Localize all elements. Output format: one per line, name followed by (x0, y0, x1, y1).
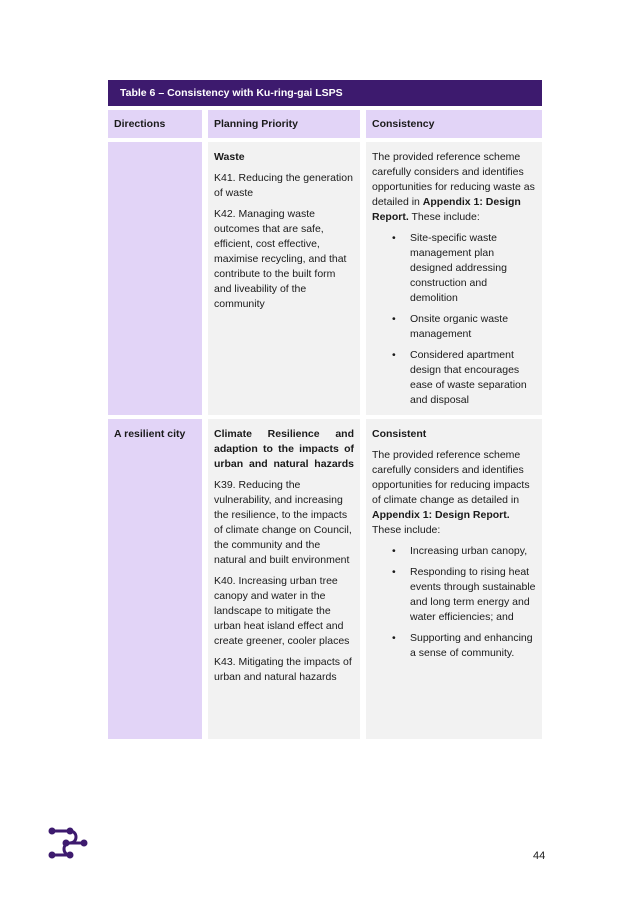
bullet-icon: • (392, 232, 396, 244)
list-item (372, 631, 536, 661)
priority-heading: Climate Resilience and adaption to the impacts of urban and natural hazards (214, 428, 354, 470)
planning-priority-cell (208, 419, 360, 739)
list-item (372, 565, 536, 625)
bullet-icon: • (392, 632, 396, 644)
header-directions: Directions (108, 110, 202, 138)
priority-heading: Waste (214, 151, 245, 163)
list-item (372, 312, 536, 342)
priority-item: K43. Mitigating the impacts of urban and natural hazards (214, 656, 352, 683)
appendix-reference: Appendix 1: Design Report. (372, 509, 510, 521)
bullet-text: Site-specific waste management plan designed addressing construction and demolition (410, 232, 507, 304)
priority-item: K42. Managing waste outcomes that are safe, efficient, cost effective, maximise recycling, and that contribute to the built form and liveability of the community (214, 208, 347, 310)
bullet-list (372, 231, 536, 408)
bullet-icon: • (392, 313, 396, 325)
intro-text: The provided reference scheme carefully considers and identifies opportunities for reducing impacts of climate change as detailed in (372, 449, 530, 506)
bullet-icon: • (392, 566, 396, 578)
bullet-text: Considered apartment design that encourages ease of waste separation and disposal (410, 349, 527, 406)
header-planning-priority: Planning Priority (208, 110, 360, 138)
table-row (108, 138, 542, 415)
table-header-row (108, 106, 542, 138)
bullet-icon: • (392, 545, 396, 557)
bullet-text: Supporting and enhancing a sense of community. (410, 632, 533, 659)
directions-cell: A resilient city (108, 419, 202, 739)
list-item (372, 231, 536, 306)
bullet-text: Increasing urban canopy, (410, 545, 528, 557)
consistency-heading: Consistent (372, 428, 427, 440)
list-item (372, 544, 536, 559)
page-number: 44 (533, 850, 546, 862)
consistency-cell (366, 142, 542, 415)
brand-logo-icon (48, 825, 88, 861)
table-title: Table 6 – Consistency with Ku-ring-gai LSPS (108, 80, 542, 106)
bullet-text: Responding to rising heat events through sustainable and long term energy and water efficiencies; and (410, 566, 536, 623)
intro-text: The provided reference scheme carefully considers and identifies opportunities for reducing waste as detailed in (372, 151, 535, 208)
bullet-list (372, 544, 536, 661)
bullet-text: Onsite organic waste management (410, 313, 509, 340)
intro-text-end: These include: (372, 524, 441, 536)
consistency-table (108, 80, 542, 739)
consistency-intro (372, 448, 536, 538)
priority-item: K41. Reducing the generation of waste (214, 172, 353, 199)
consistency-cell (366, 419, 542, 739)
priority-item: K40. Increasing urban tree canopy and water in the landscape to mitigate the urban heat island effect and create greener, cooler places (214, 575, 350, 647)
directions-cell (108, 142, 202, 415)
appendix-reference: Appendix 1: Design Report. (372, 196, 521, 223)
priority-item: K39. Reducing the vulnerability, and increasing the resilience, to the impacts of climate change on Council, the community and the natural and built environment (214, 479, 352, 566)
table-row (108, 415, 542, 739)
bullet-icon: • (392, 349, 396, 361)
planning-priority-cell (208, 142, 360, 415)
list-item (372, 348, 536, 408)
intro-text-end: These include: (408, 211, 480, 223)
consistency-intro (372, 150, 536, 225)
header-consistency: Consistency (366, 110, 542, 138)
